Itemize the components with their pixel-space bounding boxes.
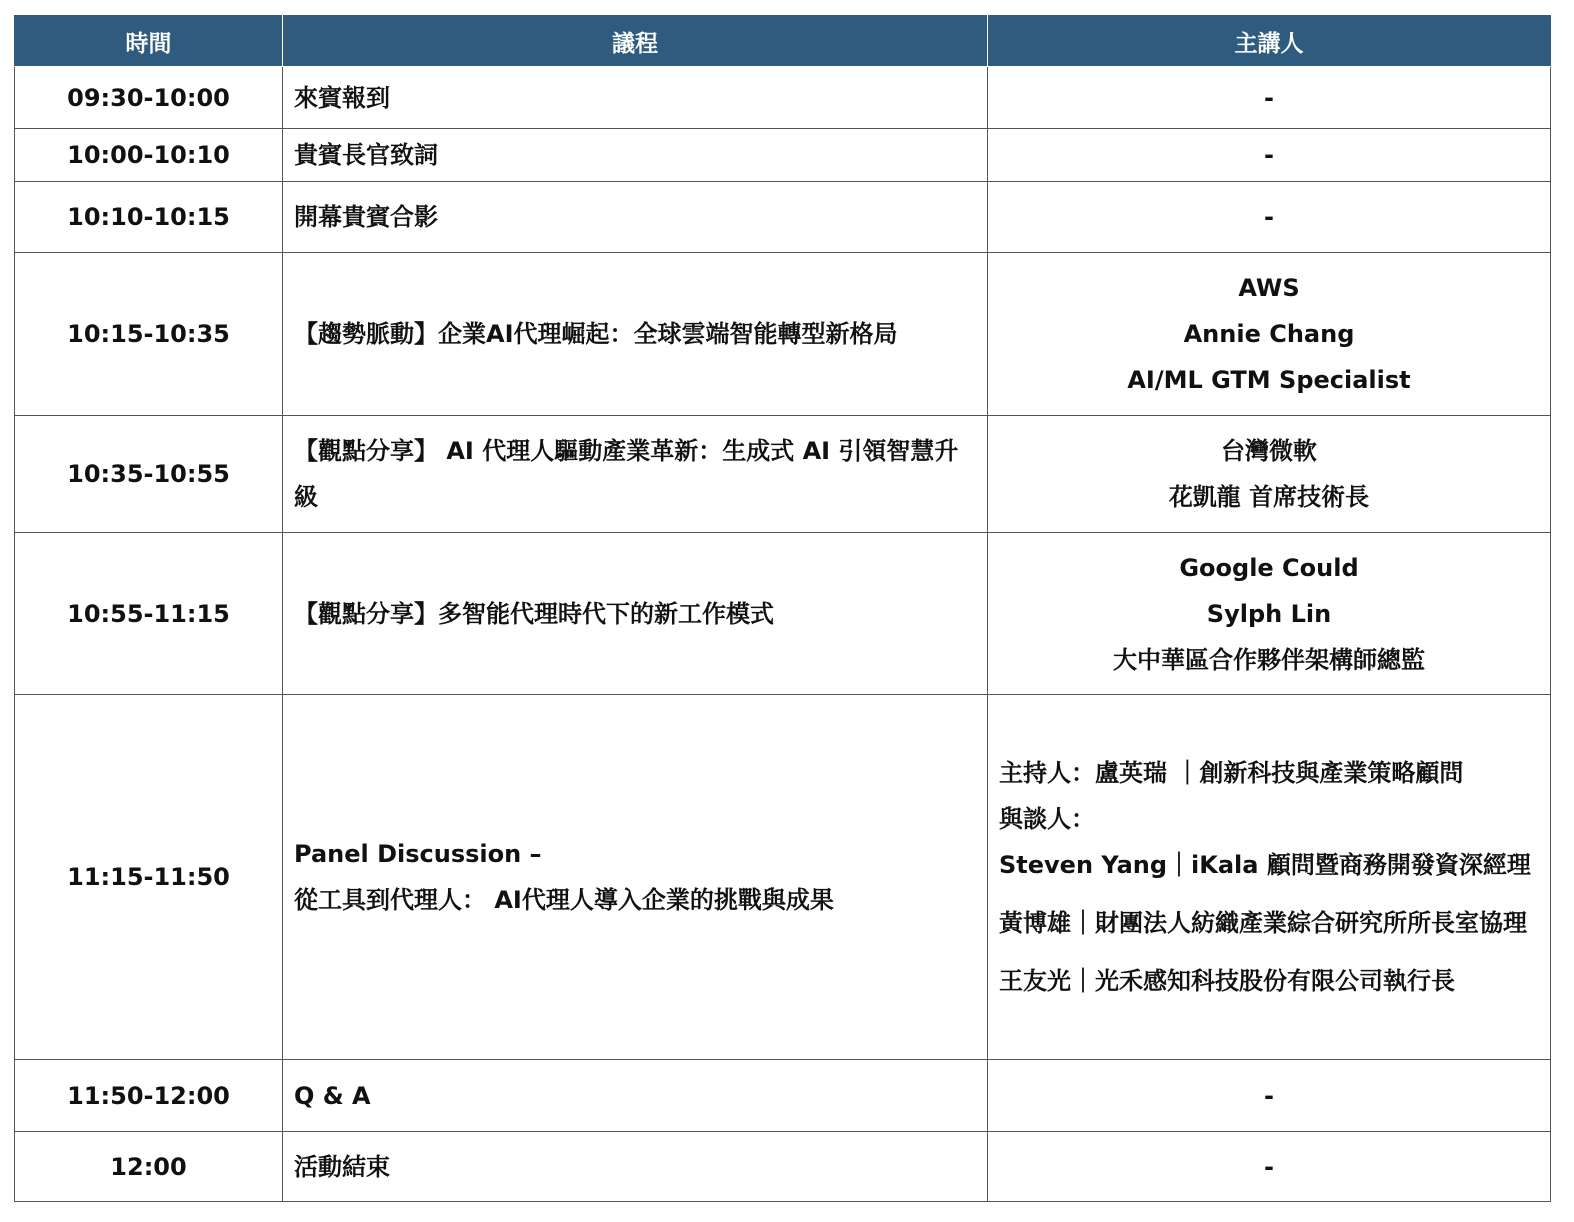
time-cell: 12:00: [15, 1132, 283, 1202]
time-cell: 11:50-12:00: [15, 1060, 283, 1132]
topic-cell: 開幕貴賓合影: [283, 182, 988, 253]
speaker-cell: -: [988, 129, 1551, 182]
speaker-cell: [988, 416, 1551, 533]
topic-line: 【觀點分享】多智能代理時代下的新工作模式: [294, 599, 774, 628]
time-cell: 10:10-10:15: [15, 182, 283, 253]
topic-cell: [283, 416, 988, 533]
panel-guest-block: [999, 900, 1544, 946]
speaker-cell: -: [988, 67, 1551, 129]
table-row: [15, 695, 1551, 1060]
topic-cell: [283, 695, 988, 1060]
table-row: [15, 1060, 1551, 1132]
topic-cell: 來賓報到: [283, 67, 988, 129]
speaker-name: Sylph Lin: [1206, 599, 1332, 628]
table-row: [15, 416, 1551, 533]
header-row: [15, 16, 1551, 67]
panel-moderator: 主持人：盧英瑞 ｜創新科技與產業策略顧問: [999, 759, 1464, 787]
topic-line: 【趨勢脈動】企業AI代理崛起：全球雲端智能轉型新格局: [294, 320, 898, 348]
panel-guest-block: [999, 958, 1544, 1004]
speaker-cell: -: [988, 182, 1551, 253]
topic-cell: 貴賓長官致詞: [283, 129, 988, 182]
time-cell: 10:00-10:10: [15, 129, 283, 182]
topic-line: 【觀點分享】 AI 代理人驅動產業革新：生成式 AI 引領智慧升級: [294, 437, 959, 511]
table-row: [15, 67, 1551, 129]
panel-guest: Steven Yang｜iKala 顧問暨商務開發資深經理: [999, 851, 1531, 879]
speaker-cell: [988, 253, 1551, 416]
speaker-cell: [988, 695, 1551, 1060]
time-cell: 10:55-11:15: [15, 533, 283, 695]
table-row: [15, 1132, 1551, 1202]
speaker-company: AWS: [1238, 274, 1300, 302]
table-row: [15, 253, 1551, 416]
speaker-name: 花凱龍 首席技術長: [1168, 483, 1370, 511]
speaker-title: AI/ML GTM Specialist: [1127, 366, 1411, 394]
topic-line: 從工具到代理人： AI代理人導入企業的挑戰與成果: [294, 886, 834, 914]
header-time: 時間: [15, 16, 283, 67]
time-cell: 10:35-10:55: [15, 416, 283, 533]
agenda-table: [14, 15, 1551, 1202]
topic-cell: [283, 253, 988, 416]
time-cell: 11:15-11:50: [15, 695, 283, 1060]
time-cell: 10:15-10:35: [15, 253, 283, 416]
speaker-cell: [988, 533, 1551, 695]
speaker-name: Annie Chang: [1183, 320, 1355, 348]
table-row: [15, 182, 1551, 253]
panel-moderator-block: [999, 750, 1544, 888]
panel-guest: 黃博雄｜財團法人紡織產業綜合研究所所長室協理: [999, 909, 1527, 937]
header-topic: 議程: [283, 16, 988, 67]
topic-cell: 活動結束: [283, 1132, 988, 1202]
topic-line: Panel Discussion –: [294, 840, 542, 868]
speaker-company: Google Could: [1179, 553, 1359, 582]
table-row: [15, 533, 1551, 695]
panel-guest: 王友光｜光禾感知科技股份有限公司執行長: [999, 967, 1455, 995]
speaker-company: 台灣微軟: [1221, 437, 1317, 465]
time-cell: 09:30-10:00: [15, 67, 283, 129]
table-row: [15, 129, 1551, 182]
speaker-title: 大中華區合作夥伴架構師總監: [1113, 645, 1425, 674]
header-speaker: 主講人: [988, 16, 1551, 67]
topic-cell: [283, 533, 988, 695]
speaker-cell: -: [988, 1132, 1551, 1202]
topic-cell: Q & A: [283, 1060, 988, 1132]
panel-guests-label: 與談人：: [999, 805, 1095, 833]
speaker-cell: -: [988, 1060, 1551, 1132]
